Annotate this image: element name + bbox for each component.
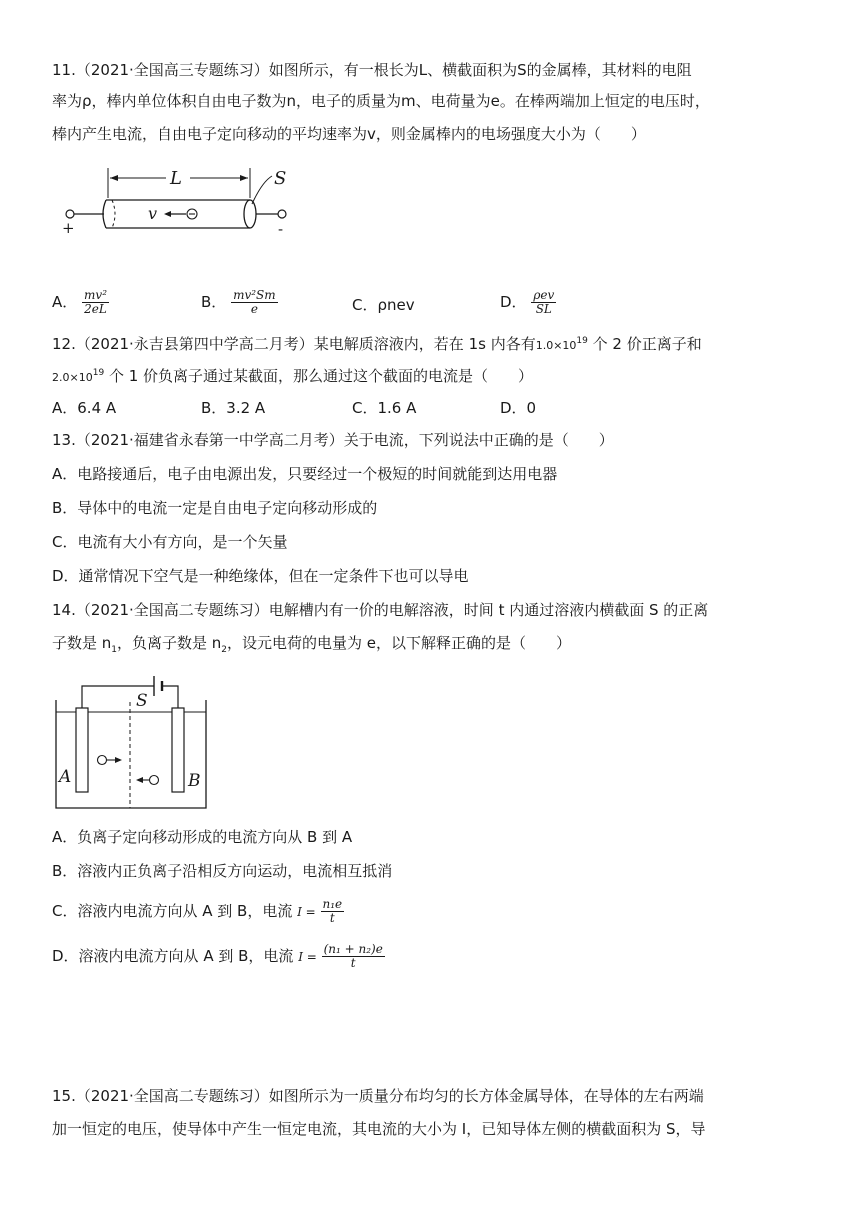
q13-option-d[interactable]: D．通常情况下空气是一种绝缘体，但在一定条件下也可以导电 bbox=[52, 567, 469, 585]
q11-option-d-fraction: $\frac{\text{ρev}}{SL}$ bbox=[533, 288, 555, 316]
q11-option-a[interactable]: A． $\frac{\text{mv²}}{2eL}$ bbox=[52, 288, 108, 316]
q14-option-c-fraction: $\frac{\text{n₁e}}{t}$ bbox=[322, 897, 343, 925]
q11-label-v: v bbox=[148, 204, 158, 223]
q13-option-a[interactable]: A．电路接通后，电子由电源出发，只要经过一个极短的时间就能到达用电器 bbox=[52, 465, 558, 483]
q13-option-c[interactable]: C．电流有大小有方向，是一个矢量 bbox=[52, 533, 288, 551]
q12-line-1: 12.（2021·永吉县第四中学高二月考）某电解质溶液内，若在 1s 内各有$1.0\times 10^{19}$ 个 2 价正离子和 bbox=[52, 335, 702, 353]
q14-positive-ion-icon bbox=[98, 756, 107, 765]
q14-option-b[interactable]: B．溶液内正负离子沿相反方向运动，电流相互抵消 bbox=[52, 862, 393, 880]
q14-line-1: 14.（2021·全国高二专题练习）电解槽内有一价的电解溶液，时间 t 内通过溶液内横截面 S 的正离 bbox=[52, 601, 709, 619]
q11-option-d[interactable]: D． $\frac{\text{ρev}}{SL}$ bbox=[500, 288, 555, 316]
q11-option-b-fraction: $\frac{\text{mv²Sm}}{e}$ bbox=[233, 288, 276, 316]
q13-stem: 13.（2021·福建省永春第一中学高二月考）关于电流，下列说法中正确的是（ ） bbox=[52, 431, 614, 449]
q11-option-b[interactable]: B． $\frac{\text{mv²Sm}}{e}$ bbox=[201, 288, 276, 316]
q11-minus-sign: - bbox=[278, 220, 284, 238]
q12-option-d[interactable]: D．0 bbox=[500, 399, 537, 417]
q11-metal-rod-figure bbox=[56, 160, 296, 240]
q14-negative-ion-icon bbox=[150, 776, 159, 785]
q12-option-c[interactable]: C．1.6 A bbox=[352, 399, 417, 417]
q15-line-2: 加一恒定的电压，使导体中产生一恒定电流，其电流的大小为 I，已知导体左侧的横截面积为 S，导 bbox=[52, 1120, 706, 1138]
q14-electrolytic-cell-figure bbox=[54, 672, 210, 812]
q14-label-A: A bbox=[59, 767, 72, 787]
q14-option-c[interactable]: C．溶液内电流方向从 A 到 B，电流 I = $\frac{\text{n₁e}}{t}$ bbox=[52, 897, 343, 925]
q13-option-b[interactable]: B．导体中的电流一定是自由电子定向移动形成的 bbox=[52, 499, 378, 517]
q14-line-2: 子数是 $n_1$，负离子数是 $n_2$，设元电荷的电量为 e，以下解释正确的是（ ） bbox=[52, 634, 572, 655]
q11-label-L: L bbox=[170, 168, 182, 189]
q11-line-2: 率为ρ，棒内单位体积自由电子数为n，电子的质量为m、电荷量为e。在棒两端加上恒定的电压时， bbox=[52, 92, 710, 110]
q11-line-1: 11.（2021·全国高三专题练习）如图所示，有一根长为L、横截面积为S的金属棒，其材料的电阻 bbox=[52, 61, 692, 79]
q11-option-c[interactable]: C．ρnev bbox=[352, 296, 415, 314]
q14-option-a[interactable]: A．负离子定向移动形成的电流方向从 B 到 A bbox=[52, 828, 353, 846]
q14-label-S: S bbox=[136, 691, 148, 711]
q12-line-2: $2.0\times 10^{19}$ 个 1 价负离子通过某截面，那么通过这个截面的电流是（ ） bbox=[52, 367, 534, 385]
q11-option-a-fraction: $\frac{\text{mv²}}{2eL}$ bbox=[84, 288, 108, 316]
q15-line-1: 15.（2021·全国高二专题练习）如图所示为一质量分布均匀的长方体金属导体，在导体的左右两端 bbox=[52, 1087, 704, 1105]
q14-option-d[interactable]: D．溶液内电流方向从 A 到 B，电流 I = $\frac{\text{(n₁ + n₂)e}}{t}$ bbox=[52, 942, 383, 970]
q11-plus-sign: + bbox=[62, 219, 75, 237]
q12-option-a[interactable]: A．6.4 A bbox=[52, 399, 117, 417]
q14-label-B: B bbox=[188, 771, 201, 791]
q11-line-3: 棒内产生电流，自由电子定向移动的平均速率为v，则金属棒内的电场强度大小为（ ） bbox=[52, 125, 646, 143]
q14-option-d-fraction: $\frac{\text{(n₁ + n₂)e}}{t}$ bbox=[323, 942, 383, 970]
q12-option-b[interactable]: B．3.2 A bbox=[201, 399, 266, 417]
q11-label-S: S bbox=[274, 168, 287, 189]
